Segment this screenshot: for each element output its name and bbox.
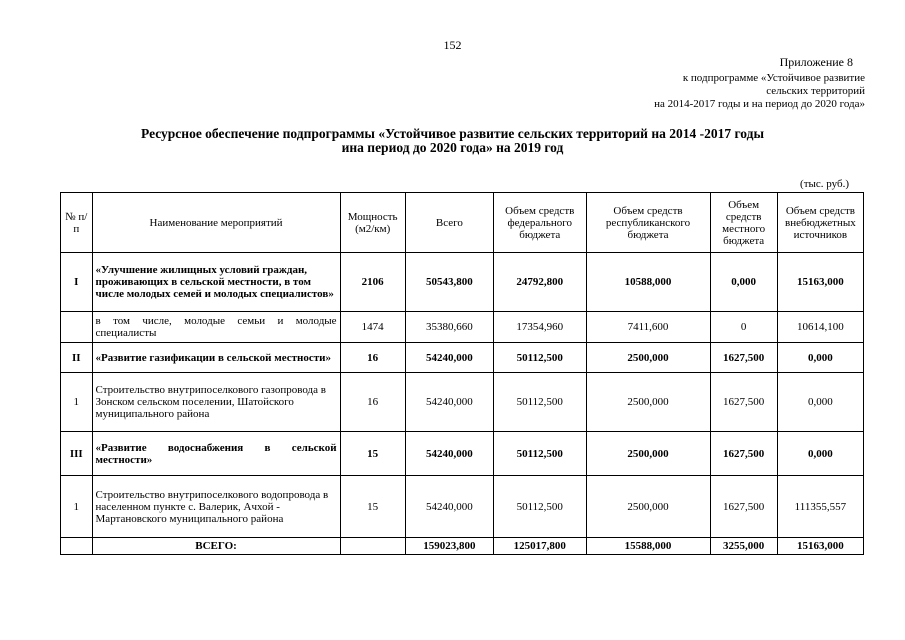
cell-republic: 2500,000 <box>586 432 710 476</box>
cell-federal: 50112,500 <box>494 476 586 538</box>
cell-federal: 50112,500 <box>494 373 586 432</box>
cell-num: III <box>61 432 93 476</box>
cell-extra: 10614,100 <box>777 312 863 343</box>
cell-num: II <box>61 343 93 373</box>
cell-local: 1627,500 <box>710 476 777 538</box>
header-row <box>61 193 864 253</box>
cell-total: 54240,000 <box>405 432 493 476</box>
cell-capacity: 1474 <box>340 312 405 343</box>
cell-local: 1627,500 <box>710 432 777 476</box>
table-row <box>61 253 864 312</box>
cell-extra: 111355,557 <box>777 476 863 538</box>
cell-capacity: 15 <box>340 432 405 476</box>
cell-name: «Улучшение жилищных условий граждан, проживающих в сельской местности, в том числе молодых семей и молодых специалистов» <box>92 253 340 312</box>
header-extra: Объем средств внебюджетных источников <box>777 193 863 253</box>
cell-num <box>61 538 93 555</box>
cell-extra: 0,000 <box>777 343 863 373</box>
appendix-line-1: к подпрограмме «Устойчивое развитие <box>682 72 865 84</box>
cell-republic: 2500,000 <box>586 476 710 538</box>
header-name: Наименование мероприятий <box>92 193 340 253</box>
cell-capacity: 16 <box>340 343 405 373</box>
header-num: № п/п <box>61 193 93 253</box>
appendix-subtitle <box>654 72 865 111</box>
resource-table <box>60 192 864 555</box>
cell-federal: 24792,800 <box>494 253 586 312</box>
cell-total: 54240,000 <box>405 476 493 538</box>
cell-num: I <box>61 253 93 312</box>
page-number: 152 <box>443 38 462 52</box>
cell-total: 35380,660 <box>405 312 493 343</box>
cell-republic: 10588,000 <box>586 253 710 312</box>
cell-extra: 0,000 <box>777 373 863 432</box>
cell-name: в том числе, молодые семьи и молодые специалисты <box>92 312 340 343</box>
table-row <box>61 476 864 538</box>
cell-local: 0,000 <box>710 253 777 312</box>
cell-local: 1627,500 <box>710 373 777 432</box>
cell-republic: 2500,000 <box>586 373 710 432</box>
cell-num: 1 <box>61 373 93 432</box>
cell-capacity <box>340 538 405 555</box>
cell-total: 50543,800 <box>405 253 493 312</box>
header-federal: Объем средств федерального бюджета <box>494 193 586 253</box>
cell-local: 1627,500 <box>710 343 777 373</box>
cell-federal: 50112,500 <box>494 432 586 476</box>
heading-line-1: Ресурсное обеспечение подпрограммы «Устойчивое развитие сельских территорий на 2014 -2017 годы <box>141 126 764 141</box>
cell-federal: 50112,500 <box>494 343 586 373</box>
document-heading <box>0 127 905 155</box>
totals-federal: 125017,800 <box>494 538 586 555</box>
totals-local: 3255,000 <box>710 538 777 555</box>
cell-name: Строительство внутрипоселкового газопровода в Зонском сельском поселении, Шатойского муниципального района <box>92 373 340 432</box>
cell-num: 1 <box>61 476 93 538</box>
cell-num <box>61 312 93 343</box>
table-row <box>61 373 864 432</box>
totals-republic: 15588,000 <box>586 538 710 555</box>
cell-republic: 7411,600 <box>586 312 710 343</box>
header-capacity: Мощность (м2/км) <box>340 193 405 253</box>
totals-row <box>61 538 864 555</box>
cell-name: «Развитие водоснабжения в сельской местности» <box>92 432 340 476</box>
totals-extra: 15163,000 <box>777 538 863 555</box>
appendix-title: Приложение 8 <box>779 55 853 69</box>
totals-label: ВСЕГО: <box>92 538 340 555</box>
table-row <box>61 343 864 373</box>
cell-local: 0 <box>710 312 777 343</box>
totals-total: 159023,800 <box>405 538 493 555</box>
unit-label: (тыс. руб.) <box>800 178 849 190</box>
cell-total: 54240,000 <box>405 373 493 432</box>
cell-name: «Развитие газификации в сельской местности» <box>92 343 340 373</box>
cell-federal: 17354,960 <box>494 312 586 343</box>
cell-total: 54240,000 <box>405 343 493 373</box>
cell-name: Строительство внутрипоселкового водопровода в населенном пункте с. Валерик, Ачхой - Мартановского муниципального района <box>92 476 340 538</box>
cell-capacity: 16 <box>340 373 405 432</box>
appendix-line-2: сельских территорий <box>766 85 865 97</box>
table-row <box>61 312 864 343</box>
heading-line-2: ина период до 2020 года» на 2019 год <box>341 140 564 155</box>
header-local: Объем средств местного бюджета <box>710 193 777 253</box>
cell-extra: 0,000 <box>777 432 863 476</box>
header-total: Всего <box>405 193 493 253</box>
cell-extra: 15163,000 <box>777 253 863 312</box>
table-row <box>61 432 864 476</box>
cell-capacity: 2106 <box>340 253 405 312</box>
header-republic: Объем средств республиканского бюджета <box>586 193 710 253</box>
appendix-line-3: на 2014-2017 годы и на период до 2020 года» <box>654 98 865 110</box>
cell-capacity: 15 <box>340 476 405 538</box>
cell-republic: 2500,000 <box>586 343 710 373</box>
